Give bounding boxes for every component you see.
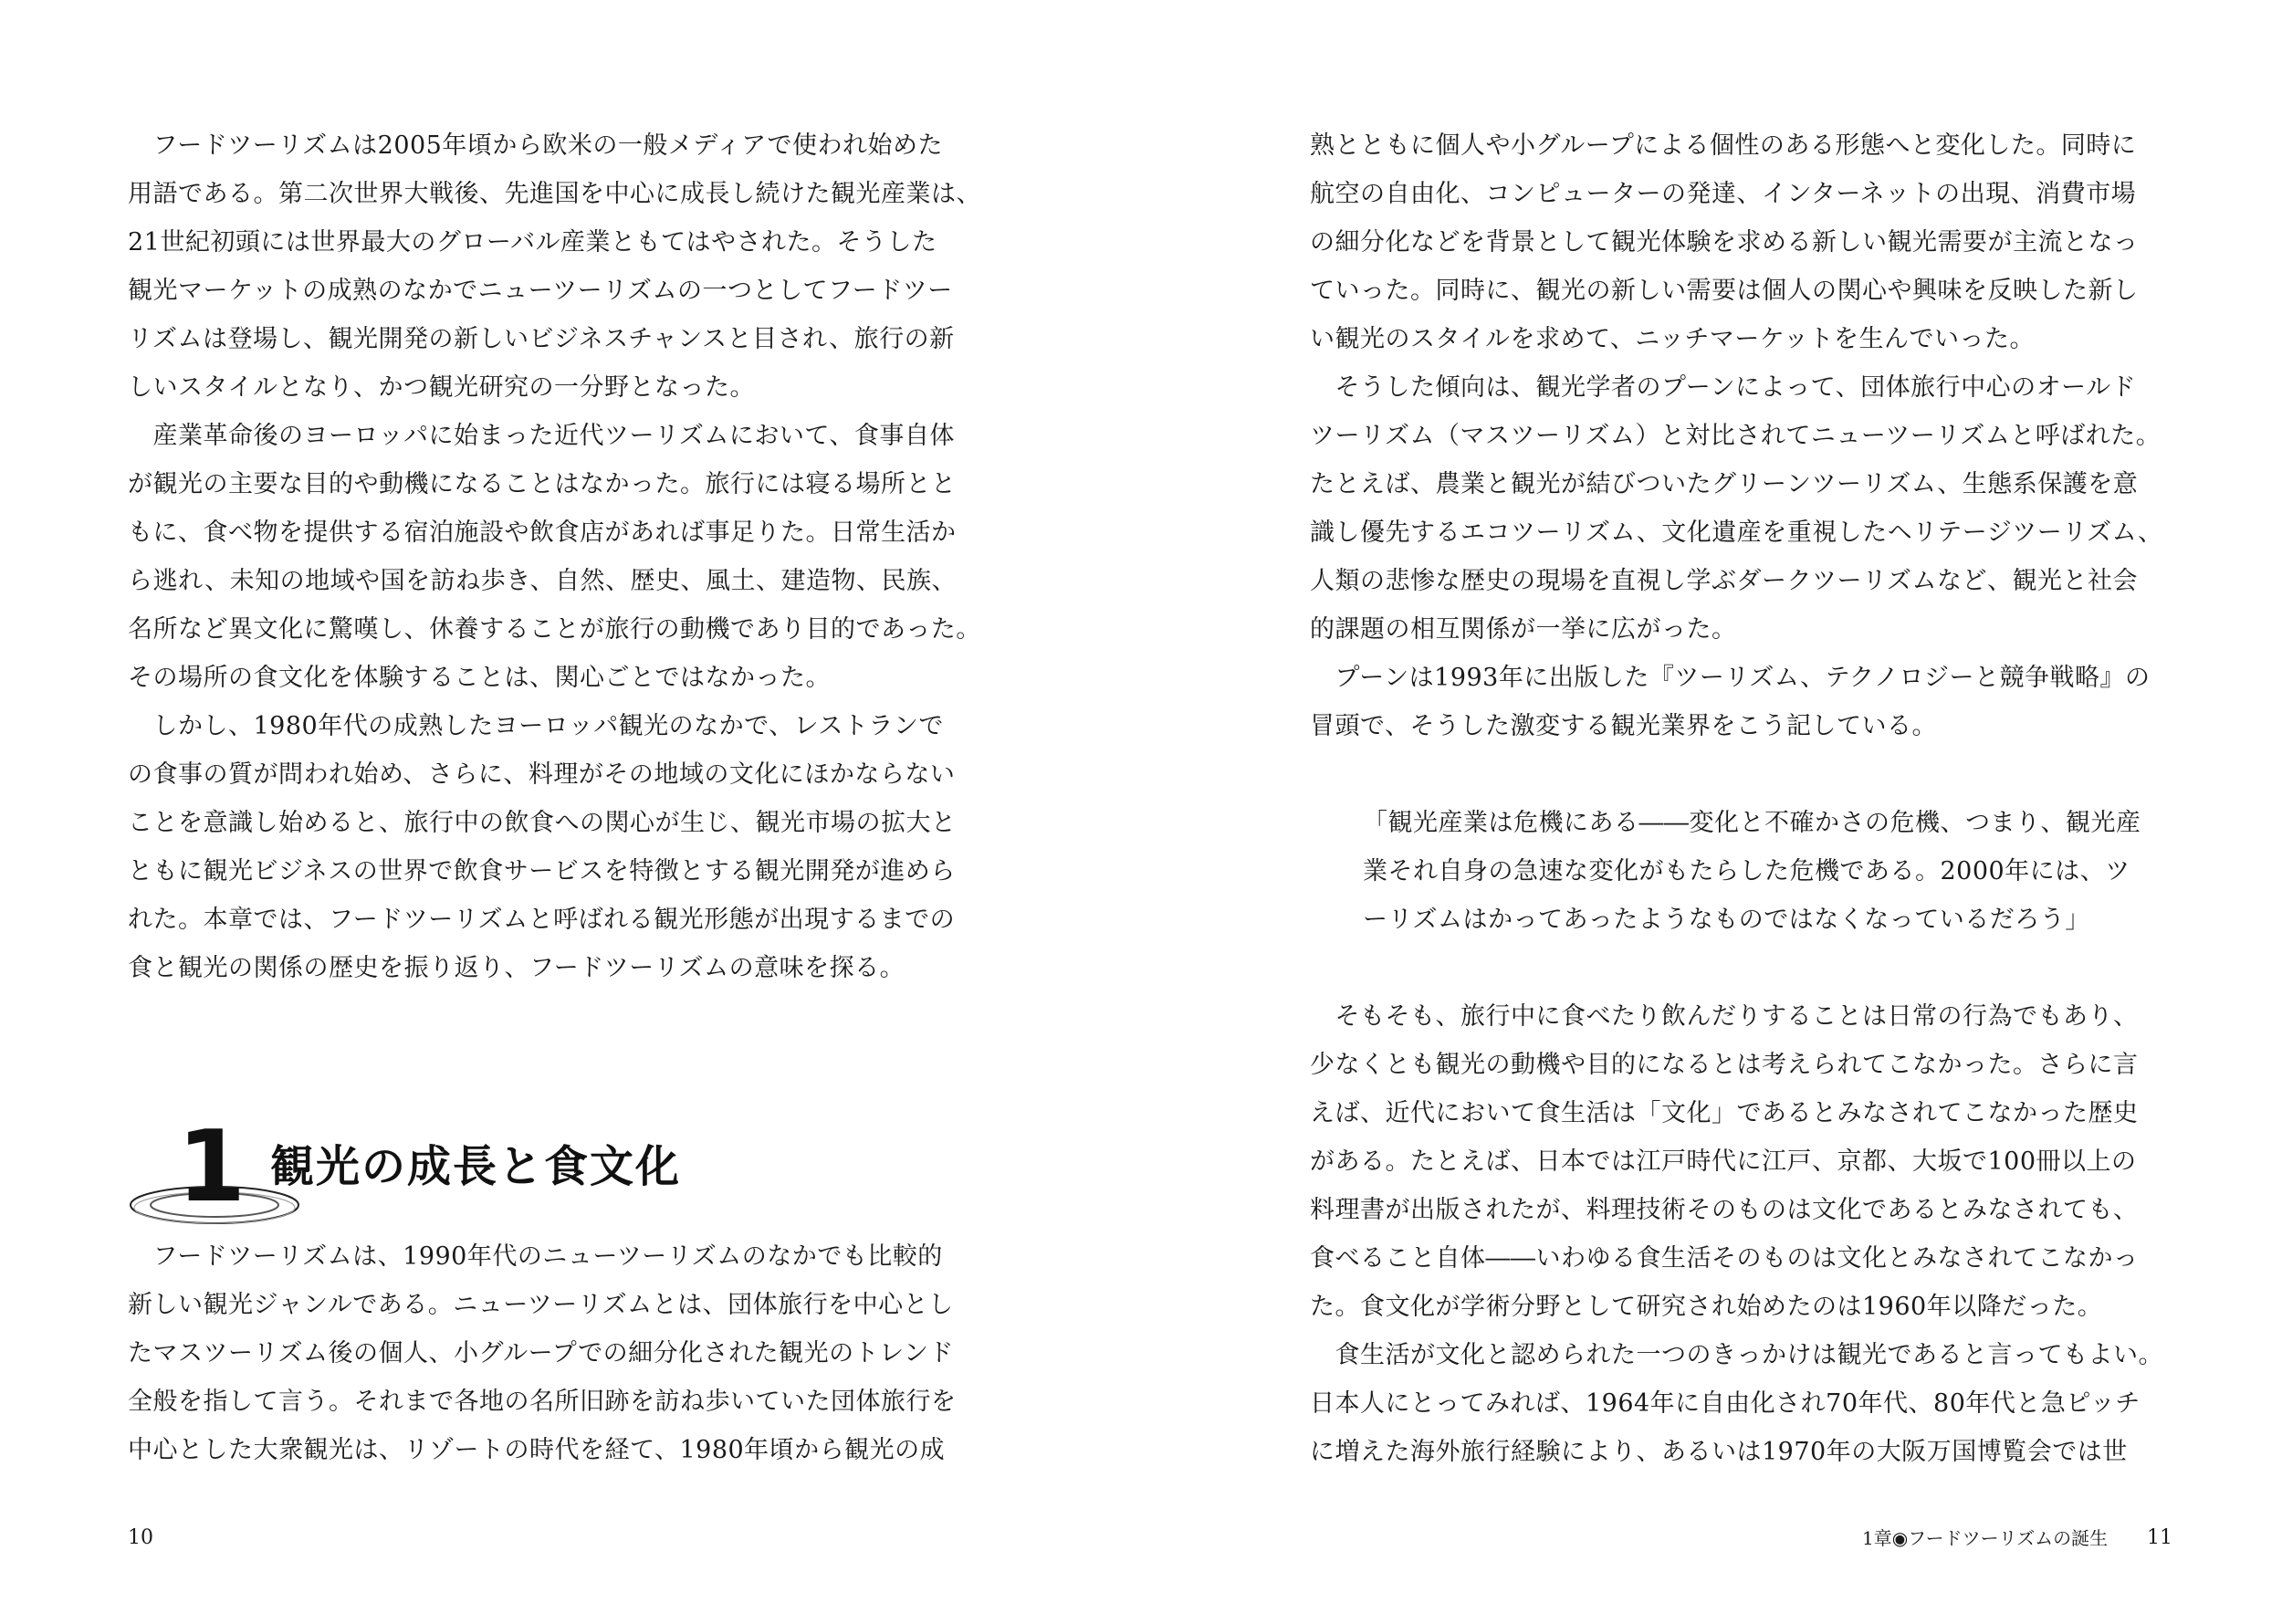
text-line: そうした傾向は、観光学者のプーンによって、団体旅行中心のオールド xyxy=(1310,373,2137,402)
quote-line: 「観光産業は危機にある――変化と不確かさの危機、つまり、観光産 xyxy=(1363,809,2141,837)
text-line: ともに観光ビジネスの世界で飲食サービスを特徴とする観光開発が進めら xyxy=(128,857,956,885)
section-heading xyxy=(128,1110,712,1231)
quote-line: ーリズムはかってあったようなものではなくなっているだろう」 xyxy=(1363,906,2090,934)
text-line: ら逃れ、未知の地域や国を訪ね歩き、自然、歴史、風土、建造物、民族、 xyxy=(128,567,958,595)
text-line: たマスツーリズム後の個人、小グループでの細分化された観光のトレンド xyxy=(128,1339,954,1367)
text-line: 産業革命後のヨーロッパに始まった近代ツーリズムにおいて、食事自体 xyxy=(128,422,955,450)
text-line: そもそも、旅行中に食べたり飲んだりすることは日常の行為でもあり、 xyxy=(1310,1002,2139,1031)
text-line: ていった。同時に、観光の新しい需要は個人の関心や興味を反映した新し xyxy=(1310,277,2139,305)
text-line: もに、食べ物を提供する宿泊施設や飲食店があれば事足りた。日常生活か xyxy=(128,519,957,547)
section-title: 観光の成長と食文化 xyxy=(270,1141,682,1192)
text-line: 日本人にとってみれば、1964年に自由化され70年代、80年代と急ピッチ xyxy=(1310,1389,2141,1418)
text-line: フードツーリズムは、1990年代のニューツーリズムのなかでも比較的 xyxy=(128,1242,943,1271)
text-line: 航空の自由化、コンピューターの発達、インターネットの出現、消費市場 xyxy=(1310,180,2137,208)
text-line: たとえば、農業と観光が結びついたグリーンツーリズム、生態系保護を意 xyxy=(1310,470,2139,498)
text-line: 新しい観光ジャンルである。ニューツーリズムとは、団体旅行を中心とし xyxy=(128,1291,954,1319)
text-line: 中心とした大衆観光は、リゾートの時代を経て、1980年頃から観光の成 xyxy=(128,1436,946,1464)
text-line: 少なくとも観光の動機や目的になるとは考えられてこなかった。さらに言 xyxy=(1310,1051,2139,1079)
text-line: えば、近代において食生活は「文化」であるとみなされてこなかった歴史 xyxy=(1310,1099,2139,1127)
text-line: れた。本章では、フードツーリズムと呼ばれる観光形態が出現するまでの xyxy=(128,906,956,934)
text-line: 食べること自体――いわゆる食生活そのものは文化とみなされてこなかっ xyxy=(1310,1244,2139,1273)
page-number-left: 10 xyxy=(128,1526,153,1549)
text-line: 冒頭で、そうした激変する観光業界をこう記している。 xyxy=(1310,712,1937,740)
page-number-right: 11 xyxy=(2147,1526,2172,1549)
quote-line: 業それ自身の急速な変化がもたらした危機である。2000年には、ツ xyxy=(1363,857,2130,885)
text-line: 用語である。第二次世界大戦後、先進国を中心に成長し続けた観光産業は、 xyxy=(128,180,981,208)
text-line: がある。たとえば、日本では江戸時代に江戸、京都、大坂で100冊以上の xyxy=(1310,1147,2137,1176)
text-line: に増えた海外旅行経験により、あるいは1970年の大阪万国博覧会では世 xyxy=(1310,1438,2128,1466)
text-line: の食事の質が問われ始め、さらに、料理がその地域の文化にほかならない xyxy=(128,760,956,789)
text-line: 的課題の相互関係が一挙に広がった。 xyxy=(1310,615,1737,644)
text-line: プーンは1993年に出版した『ツーリズム、テクノロジーと競争戦略』の xyxy=(1310,664,2151,692)
section-number: 1 xyxy=(177,1110,246,1224)
text-line: 食と観光の関係の歴史を振り返り、フードツーリズムの意味を探る。 xyxy=(128,954,905,982)
text-line: 名所など異文化に驚嘆し、休養することが旅行の動機であり目的であった。 xyxy=(128,615,981,644)
text-line: ことを意識し始めると、旅行中の飲食への関心が生じ、観光市場の拡大と xyxy=(128,809,957,837)
text-line: しかし、1980年代の成熟したヨーロッパ観光のなかで、レストランで xyxy=(128,712,944,740)
text-line: しいスタイルとなり、かつ観光研究の一分野となった。 xyxy=(128,373,755,402)
text-line: 観光マーケットの成熟のなかでニューツーリズムの一つとしてフードツー xyxy=(128,277,953,305)
text-line: 21世紀初頭には世界最大のグローバル産業ともてはやされた。そうした xyxy=(128,228,937,257)
text-line: が観光の主要な目的や動機になることはなかった。旅行には寝る場所とと xyxy=(128,470,957,498)
running-head: 1章◉フードツーリズムの誕生 xyxy=(1862,1527,2109,1549)
text-line: い観光のスタイルを求めて、ニッチマーケットを生んでいった。 xyxy=(1310,325,2035,353)
text-line: た。食文化が学術分野として研究され始めたのは1960年以降だった。 xyxy=(1310,1293,2103,1321)
text-line: 人類の悲惨な歴史の現場を直視し学ぶダークツーリズムなど、観光と社会 xyxy=(1310,567,2138,595)
text-line: その場所の食文化を体験することは、関心ごとではなかった。 xyxy=(128,664,831,692)
text-line: フードツーリズムは2005年頃から欧米の一般メディアで使われ始めた xyxy=(128,131,944,160)
text-line: リズムは登場し、観光開発の新しいビジネスチャンスと目され、旅行の新 xyxy=(128,325,955,353)
text-line: 料理書が出版されたが、料理技術そのものは文化であるとみなされても、 xyxy=(1310,1196,2139,1224)
text-line: 識し優先するエコツーリズム、文化遺産を重視したヘリテージツーリズム、 xyxy=(1310,519,2163,547)
text-line: の細分化などを背景として観光体験を求める新しい観光需要が主流となっ xyxy=(1310,228,2139,257)
text-line: 熟とともに個人や小グループによる個性のある形態へと変化した。同時に xyxy=(1310,131,2137,160)
text-line: 食生活が文化と認められた一つのきっかけは観光であると言ってもよい。 xyxy=(1310,1341,2163,1369)
text-line: 全般を指して言う。それまで各地の名所旧跡を訪ね歩いていた団体旅行を xyxy=(128,1388,957,1416)
text-line: ツーリズム（マスツーリズム）と対比されてニューツーリズムと呼ばれた。 xyxy=(1310,422,2162,450)
